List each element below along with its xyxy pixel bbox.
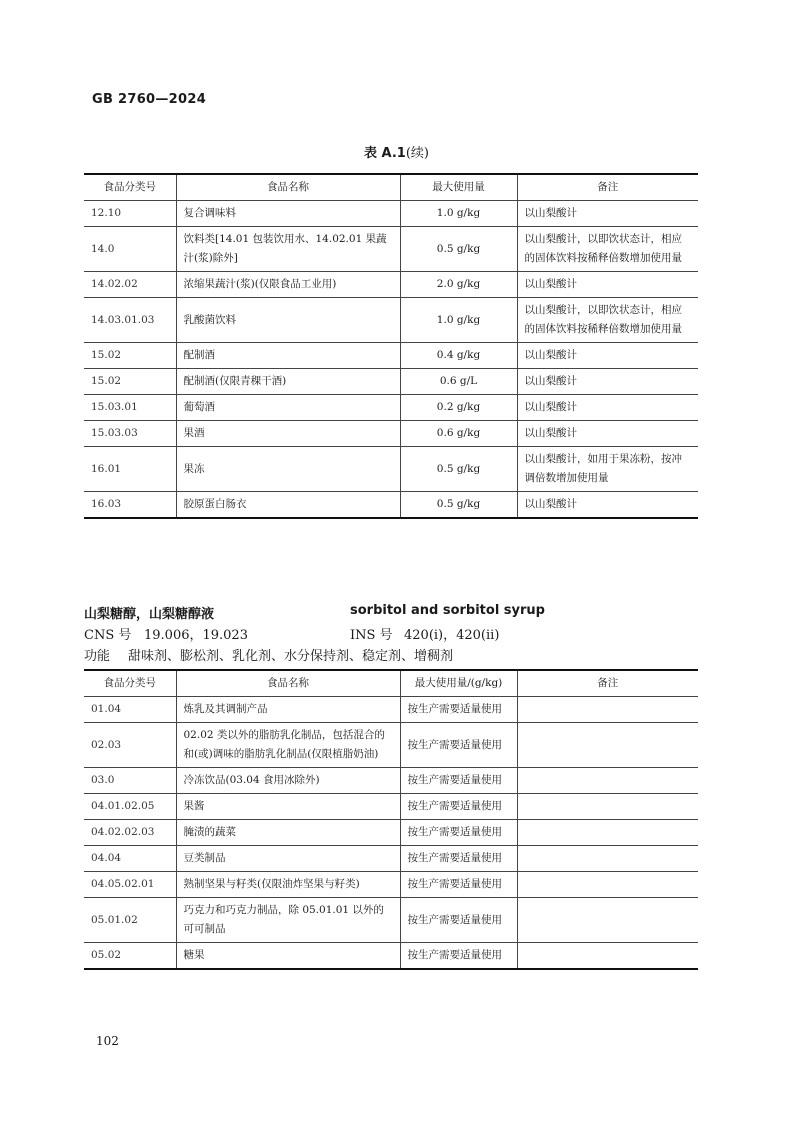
table-row [84, 421, 698, 447]
table-row [84, 898, 698, 943]
header-category-code: 食品分类号 [84, 670, 176, 697]
header-remarks: 备注 [517, 670, 698, 697]
cell-max-usage: 1.0 g/kg [400, 201, 517, 227]
ins-value: 420(i)，420(ii) [404, 628, 500, 643]
cell-max-usage: 按生产需要适量使用 [400, 697, 517, 723]
cell-category-code: 04.04 [84, 846, 176, 872]
cell-remarks: 以山梨酸计 [517, 421, 698, 447]
cell-food-name: 配制酒 [176, 343, 400, 369]
table-header-row [84, 174, 698, 201]
cell-food-name: 饮料类[14.01 包装饮用水、14.02.01 果蔬汁(浆)除外] [176, 227, 400, 272]
cell-max-usage: 0.4 g/kg [400, 343, 517, 369]
ins-label: INS 号 [350, 628, 393, 643]
cell-max-usage: 0.5 g/kg [400, 227, 517, 272]
header-max-usage: 最大使用量/(g/kg) [400, 670, 517, 697]
function-label: 功能 [84, 649, 111, 664]
cell-remarks [517, 898, 698, 943]
cell-remarks: 以山梨酸计 [517, 272, 698, 298]
cell-remarks [517, 820, 698, 846]
cell-remarks [517, 872, 698, 898]
cell-max-usage: 0.6 g/L [400, 369, 517, 395]
additive-name-en: sorbitol and sorbitol syrup [350, 603, 545, 618]
table-row [84, 395, 698, 421]
table-row [84, 846, 698, 872]
header-food-name: 食品名称 [176, 670, 400, 697]
cell-remarks [517, 697, 698, 723]
cell-remarks [517, 943, 698, 970]
cell-category-code: 15.03.03 [84, 421, 176, 447]
cell-max-usage: 按生产需要适量使用 [400, 872, 517, 898]
table-row [84, 794, 698, 820]
table-row [84, 697, 698, 723]
cell-food-name: 复合调味料 [176, 201, 400, 227]
table-row [84, 820, 698, 846]
cell-food-name: 果冻 [176, 447, 400, 492]
cell-remarks: 以山梨酸计 [517, 395, 698, 421]
cell-category-code: 05.02 [84, 943, 176, 970]
cell-category-code: 15.02 [84, 369, 176, 395]
cell-max-usage: 按生产需要适量使用 [400, 943, 517, 970]
cell-food-name: 浓缩果蔬汁(浆)(仅限食品工业用) [176, 272, 400, 298]
cell-remarks [517, 846, 698, 872]
page-number: 102 [96, 1034, 119, 1048]
header-category-code: 食品分类号 [84, 174, 176, 201]
cell-category-code: 16.03 [84, 492, 176, 519]
cell-category-code: 14.02.02 [84, 272, 176, 298]
cell-remarks: 以山梨酸计，以即饮状态计，相应的固体饮料按稀释倍数增加使用量 [517, 298, 698, 343]
table-title [0, 142, 793, 161]
usage-table-continued [84, 173, 698, 519]
table-row [84, 943, 698, 970]
cell-remarks: 以山梨酸计 [517, 201, 698, 227]
cell-max-usage: 按生产需要适量使用 [400, 898, 517, 943]
cell-category-code: 15.03.01 [84, 395, 176, 421]
cell-remarks: 以山梨酸计 [517, 492, 698, 519]
cell-remarks: 以山梨酸计，如用于果冻粉，按冲调倍数增加使用量 [517, 447, 698, 492]
table-row [84, 723, 698, 768]
cell-food-name: 配制酒(仅限青稞干酒) [176, 369, 400, 395]
table-row [84, 447, 698, 492]
cell-max-usage: 0.5 g/kg [400, 447, 517, 492]
table-title-suffix: (续) [405, 146, 429, 161]
cell-category-code: 15.02 [84, 343, 176, 369]
table-row [84, 768, 698, 794]
cell-food-name: 巧克力和巧克力制品，除 05.01.01 以外的可可制品 [176, 898, 400, 943]
cell-food-name: 熟制坚果与籽类(仅限油炸坚果与籽类) [176, 872, 400, 898]
cell-remarks: 以山梨酸计，以即饮状态计，相应的固体饮料按稀释倍数增加使用量 [517, 227, 698, 272]
cell-category-code: 16.01 [84, 447, 176, 492]
cell-food-name: 果酱 [176, 794, 400, 820]
cell-food-name: 果酒 [176, 421, 400, 447]
cell-remarks [517, 794, 698, 820]
cell-food-name: 乳酸菌饮料 [176, 298, 400, 343]
additive-name-cn: 山梨糖醇，山梨糖醇液 [84, 607, 215, 622]
cell-category-code: 04.05.02.01 [84, 872, 176, 898]
cell-category-code: 03.0 [84, 768, 176, 794]
cell-category-code: 01.04 [84, 697, 176, 723]
table-row [84, 201, 698, 227]
cell-category-code: 05.01.02 [84, 898, 176, 943]
cell-remarks [517, 768, 698, 794]
cell-max-usage: 按生产需要适量使用 [400, 723, 517, 768]
cell-category-code: 12.10 [84, 201, 176, 227]
cell-max-usage: 0.6 g/kg [400, 421, 517, 447]
cell-food-name: 糖果 [176, 943, 400, 970]
cns-value: 19.006，19.023 [144, 628, 248, 643]
cell-max-usage: 按生产需要适量使用 [400, 820, 517, 846]
cell-max-usage: 2.0 g/kg [400, 272, 517, 298]
table-row [84, 492, 698, 519]
header-food-name: 食品名称 [176, 174, 400, 201]
cell-remarks: 以山梨酸计 [517, 369, 698, 395]
cell-food-name: 胶原蛋白肠衣 [176, 492, 400, 519]
cell-food-name: 豆类制品 [176, 846, 400, 872]
cell-remarks [517, 723, 698, 768]
cell-max-usage: 0.5 g/kg [400, 492, 517, 519]
table-row [84, 272, 698, 298]
table-row [84, 298, 698, 343]
header-max-usage: 最大使用量 [400, 174, 517, 201]
table-title-label: 表 A.1 [364, 146, 406, 161]
cell-food-name: 02.02 类以外的脂肪乳化制品，包括混合的和(或)调味的脂肪乳化制品(仅限植脂奶油) [176, 723, 400, 768]
cell-food-name: 炼乳及其调制产品 [176, 697, 400, 723]
table-row [84, 227, 698, 272]
cell-food-name: 腌渍的蔬菜 [176, 820, 400, 846]
cell-category-code: 02.03 [84, 723, 176, 768]
cell-category-code: 04.01.02.05 [84, 794, 176, 820]
header-remarks: 备注 [517, 174, 698, 201]
table-row [84, 369, 698, 395]
function-value: 甜味剂、膨松剂、乳化剂、水分保持剂、稳定剂、增稠剂 [128, 649, 454, 664]
cell-max-usage: 按生产需要适量使用 [400, 768, 517, 794]
sorbitol-usage-table [84, 669, 698, 970]
cell-food-name: 葡萄酒 [176, 395, 400, 421]
cell-max-usage: 1.0 g/kg [400, 298, 517, 343]
cell-category-code: 14.0 [84, 227, 176, 272]
cell-category-code: 14.03.01.03 [84, 298, 176, 343]
cell-remarks: 以山梨酸计 [517, 343, 698, 369]
cell-max-usage: 0.2 g/kg [400, 395, 517, 421]
table-row [84, 872, 698, 898]
cell-max-usage: 按生产需要适量使用 [400, 846, 517, 872]
table-header-row [84, 670, 698, 697]
cell-food-name: 冷冻饮品(03.04 食用冰除外) [176, 768, 400, 794]
cns-label: CNS 号 [84, 628, 132, 643]
table-row [84, 343, 698, 369]
additive-info [84, 603, 698, 666]
cell-category-code: 04.02.02.03 [84, 820, 176, 846]
standard-code: GB 2760—2024 [92, 92, 207, 107]
cell-max-usage: 按生产需要适量使用 [400, 794, 517, 820]
